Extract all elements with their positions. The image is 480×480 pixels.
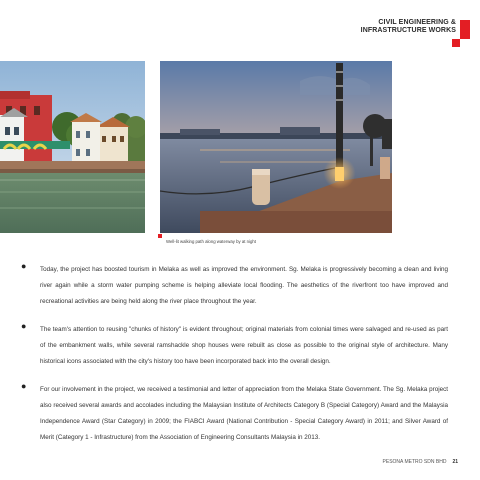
- accent-square-large: [460, 20, 470, 39]
- caption-marker: [158, 234, 162, 238]
- bullet-text: The team's attention to reusing "chunks of history" is evident throughout; original materials from colonial times were salvaged and re-used as part of the embankment walls, while several ramshackle shop houses were rebuilt as close as possible to the original style of architecture. Many historical icons associated with the city's history too have been incorporated back into the overall design.: [40, 326, 448, 365]
- section-title-line1: CIVIL ENGINEERING &: [378, 19, 456, 26]
- riverside-buildings-photo: [0, 61, 145, 233]
- bullet-point-icon: ●: [21, 261, 27, 271]
- bullet-text: Today, the project has boosted tourism in Melaka as well as improved the environment. Sg. Melaka is progressively becoming a clean and living river again while a storm water pumping scheme is helping alleviate local flooding. The aesthetics of the riverfront too have improved and recreational activities are being held along the river place throughout the year.: [40, 266, 448, 305]
- bullet-item: [18, 262, 448, 310]
- company-name: PESONA METRO SDN BHD: [382, 459, 447, 465]
- bullet-item: [18, 322, 448, 370]
- photo-caption: Well-lit walking path along waterway by at night: [166, 239, 256, 244]
- bullet-point-icon: ●: [21, 381, 27, 391]
- section-header: [361, 19, 456, 35]
- page-footer: [383, 459, 458, 465]
- accent-square-small: [452, 39, 460, 47]
- body-bullet-list: [18, 262, 448, 458]
- page-number: 21: [452, 459, 458, 465]
- riverside-walkway-night-photo: [160, 61, 392, 233]
- bullet-item: [18, 382, 448, 446]
- bullet-point-icon: ●: [21, 321, 27, 331]
- section-title-line2: INFRASTRUCTURE WORKS: [360, 27, 456, 34]
- bullet-text: For our involvement in the project, we received a testimonial and letter of appreciation from the Melaka State Government. The Sg. Melaka project also received several awards and accolades including the Malaysian Institute of Architects Category B (Special Category) Award and the Malaysia Independence Award (Star Category) in 2009; the FIABCI Award (National Contribution - Special Category Award) in 2011; and Silver Award of Merit (Category 1 - Infrastructure) from the Association of Engineering Consultants Malaysia in 2013.: [40, 386, 448, 441]
